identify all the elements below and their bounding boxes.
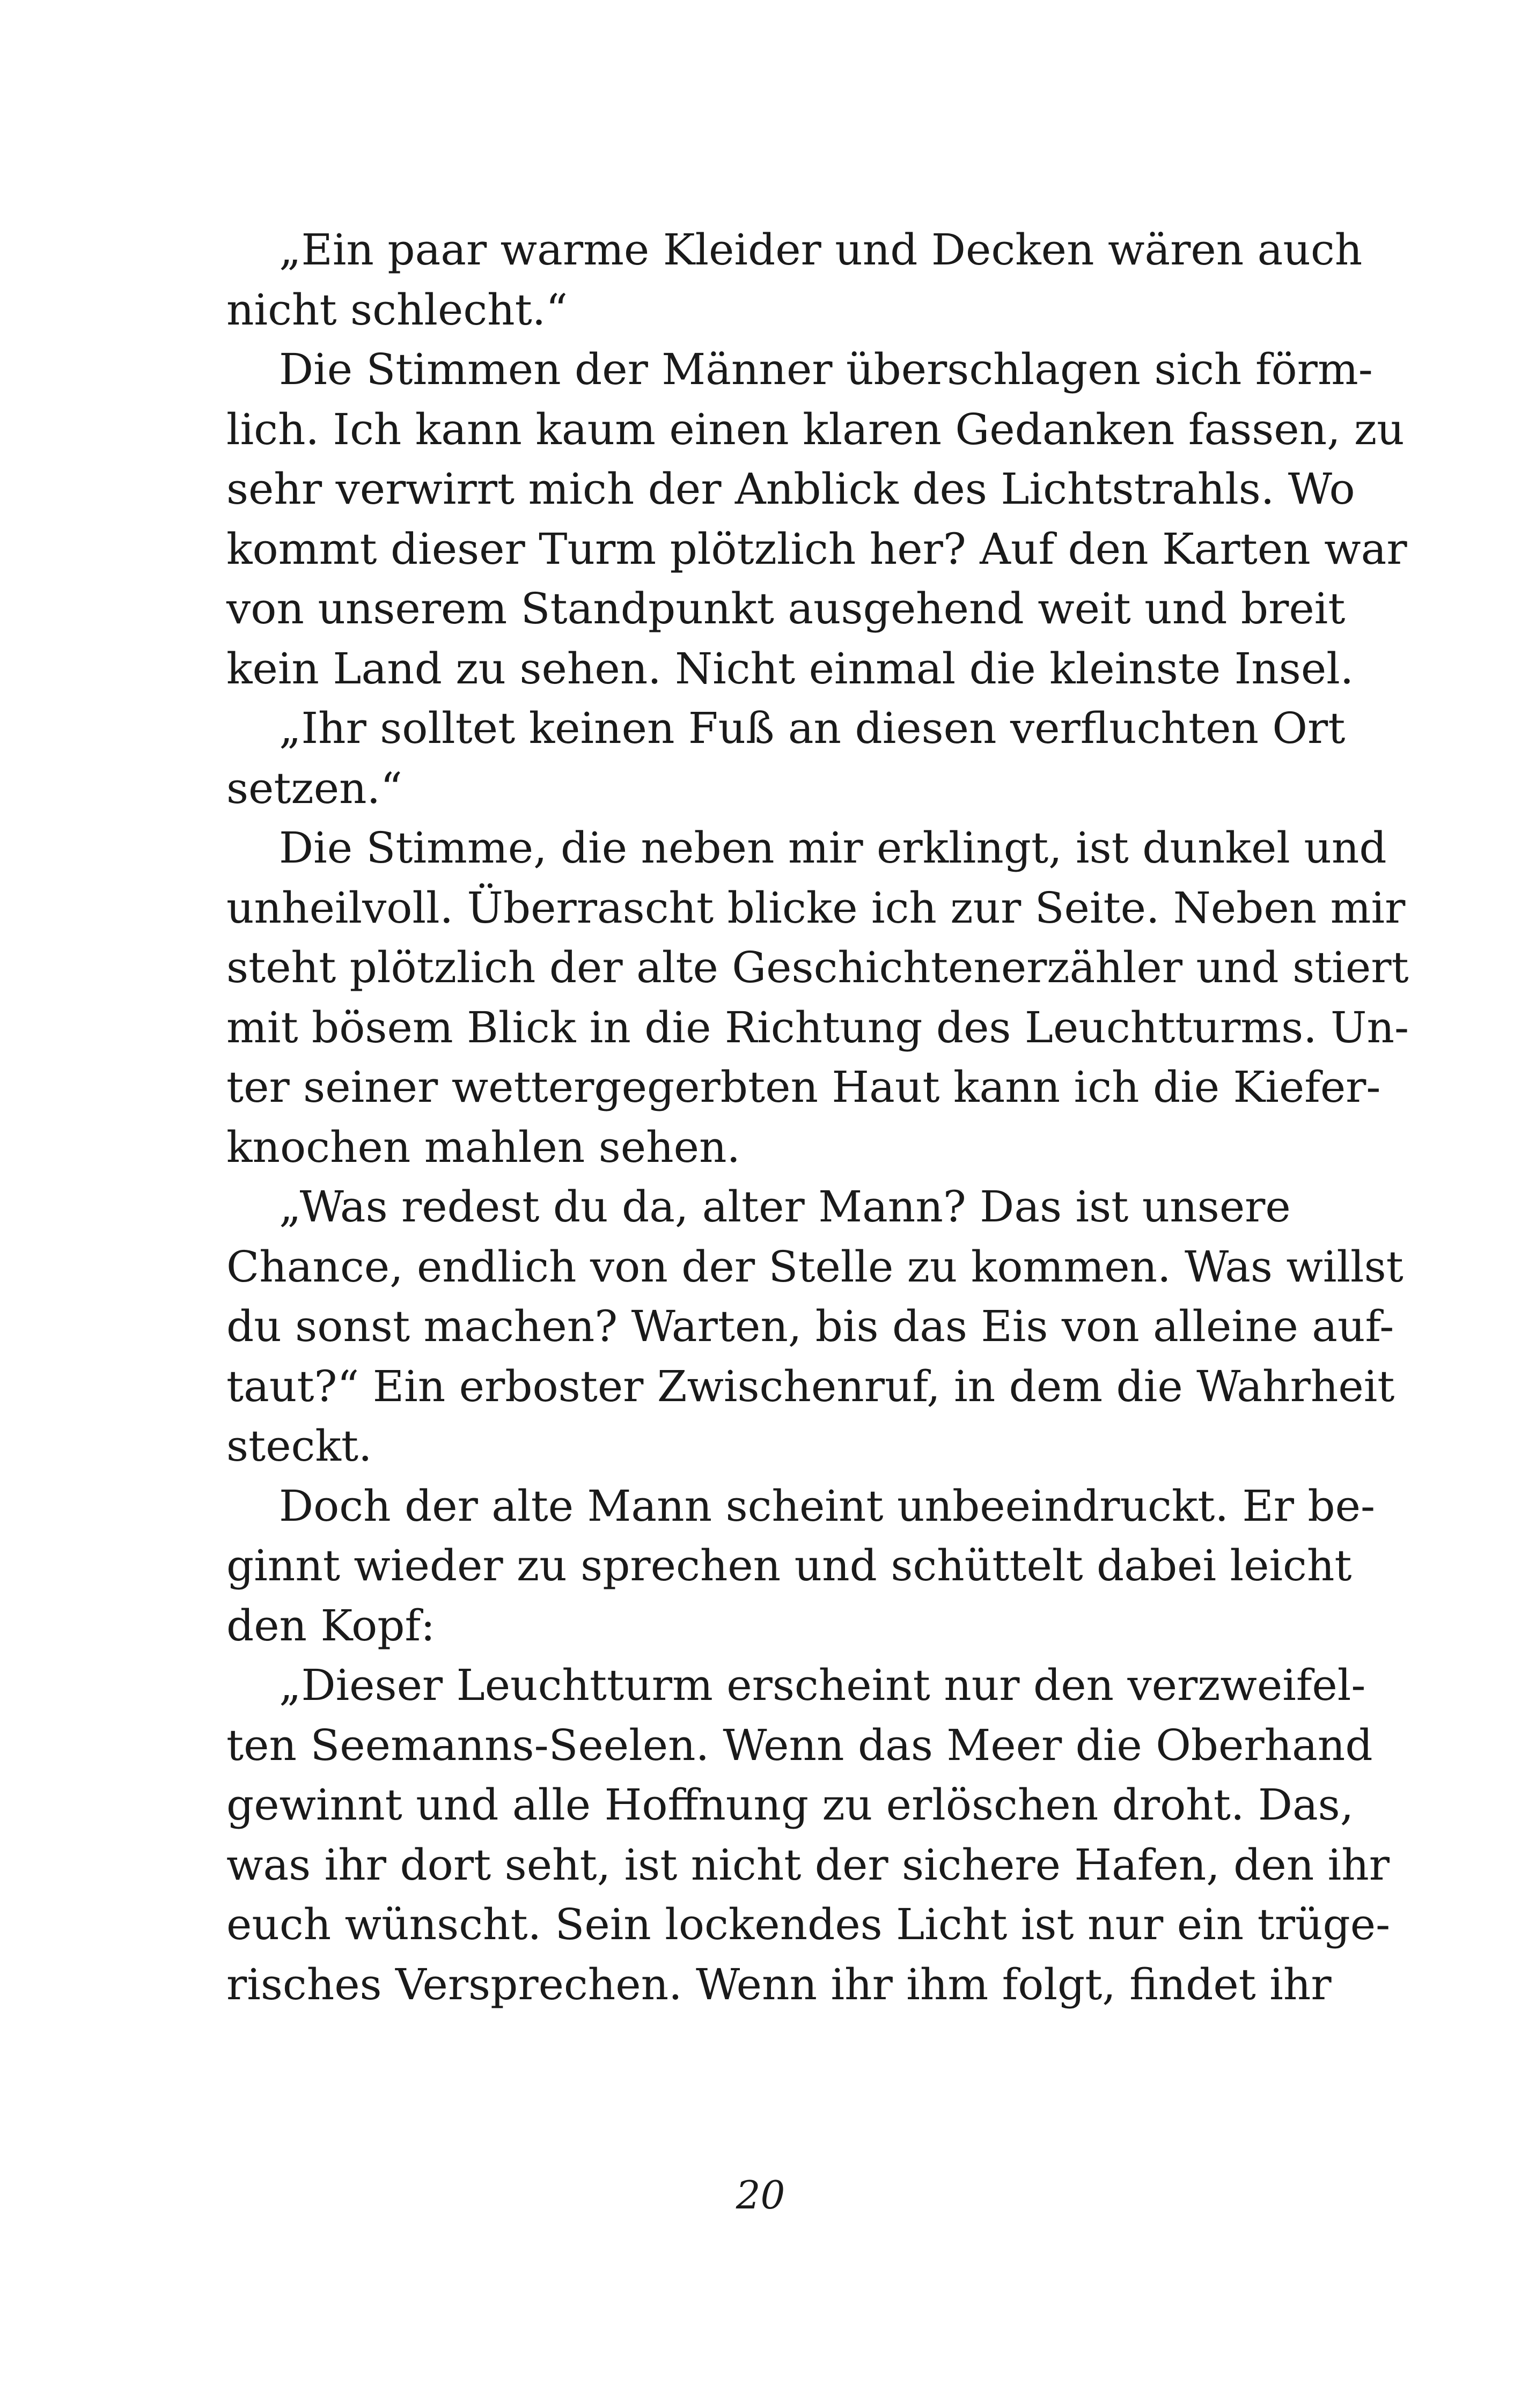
text-line: Doch der alte Mann scheint unbeeindruckt. Er be- bbox=[279, 1481, 1375, 1531]
text-line: setzen.“ bbox=[226, 763, 402, 813]
paragraph bbox=[226, 1655, 1391, 2014]
text-line: lich. Ich kann kaum einen klaren Gedanken fassen, zu bbox=[226, 404, 1405, 454]
paragraph bbox=[226, 1177, 1404, 1476]
text-line: du sonst machen? Warten, bis das Eis von alleine auf- bbox=[226, 1301, 1394, 1351]
text-line: ter seiner wettergegerbten Haut kann ich die Kiefer- bbox=[226, 1062, 1381, 1112]
text-line: euch wünscht. Sein lockendes Licht ist nur ein trüge- bbox=[226, 1899, 1391, 1949]
paragraph bbox=[226, 340, 1407, 698]
text-line: mit bösem Blick in die Richtung des Leuchtturms. Un- bbox=[226, 1002, 1409, 1052]
text-line: gewinnt und alle Hoffnung zu erlöschen droht. Das, bbox=[226, 1780, 1354, 1830]
text-line: Die Stimme, die neben mir erklingt, ist dunkel und bbox=[279, 823, 1387, 873]
text-line: „Dieser Leuchtturm erscheint nur den verzweifel- bbox=[279, 1660, 1366, 1710]
text-line: unheilvoll. Überrascht blicke ich zur Seite. Neben mir bbox=[226, 882, 1406, 933]
paragraph bbox=[226, 220, 1363, 340]
text-line: „Was redest du da, alter Mann? Das ist unsere bbox=[279, 1182, 1291, 1232]
text-line: ten Seemanns-Seelen. Wenn das Meer die Oberhand bbox=[226, 1720, 1373, 1770]
text-line: von unserem Standpunkt ausgehend weit und breit bbox=[226, 584, 1346, 634]
text-line: Chance, endlich von der Stelle zu kommen. Was willst bbox=[226, 1241, 1404, 1292]
text-line: den Kopf: bbox=[226, 1600, 436, 1651]
page-number: 20 bbox=[736, 2173, 785, 2218]
text-line: „Ihr solltet keinen Fuß an diesen verfluchten Ort bbox=[279, 703, 1346, 753]
text-line: ginnt wieder zu sprechen und schüttelt dabei leicht bbox=[226, 1541, 1352, 1590]
body-text bbox=[226, 220, 1409, 2014]
text-line: „Ein paar warme Kleider und Decken wären auch bbox=[279, 225, 1363, 275]
paragraph bbox=[226, 818, 1409, 1177]
text-line: steht plötzlich der alte Geschichtenerzähler und stiert bbox=[226, 942, 1409, 992]
text-line: Die Stimmen der Männer überschlagen sich förm- bbox=[279, 344, 1373, 394]
paragraph bbox=[226, 698, 1346, 818]
text-line: kein Land zu sehen. Nicht einmal die kleinste Insel. bbox=[226, 643, 1354, 694]
paragraph bbox=[226, 1476, 1375, 1656]
text-line: sehr verwirrt mich der Anblick des Lichtstrahls. Wo bbox=[226, 464, 1355, 514]
text-line: risches Versprechen. Wenn ihr ihm folgt, findet ihr bbox=[226, 1959, 1332, 2009]
text-line: taut?“ Ein erboster Zwischenruf, in dem die Wahrheit bbox=[226, 1361, 1395, 1411]
text-line: kommt dieser Turm plötzlich her? Auf den Karten war bbox=[226, 524, 1407, 574]
text-line: steckt. bbox=[226, 1421, 372, 1471]
text-line: knochen mahlen sehen. bbox=[226, 1122, 740, 1172]
text-line: nicht schlecht.“ bbox=[226, 284, 568, 335]
text-line: was ihr dort seht, ist nicht der sichere Hafen, den ihr bbox=[226, 1839, 1390, 1890]
